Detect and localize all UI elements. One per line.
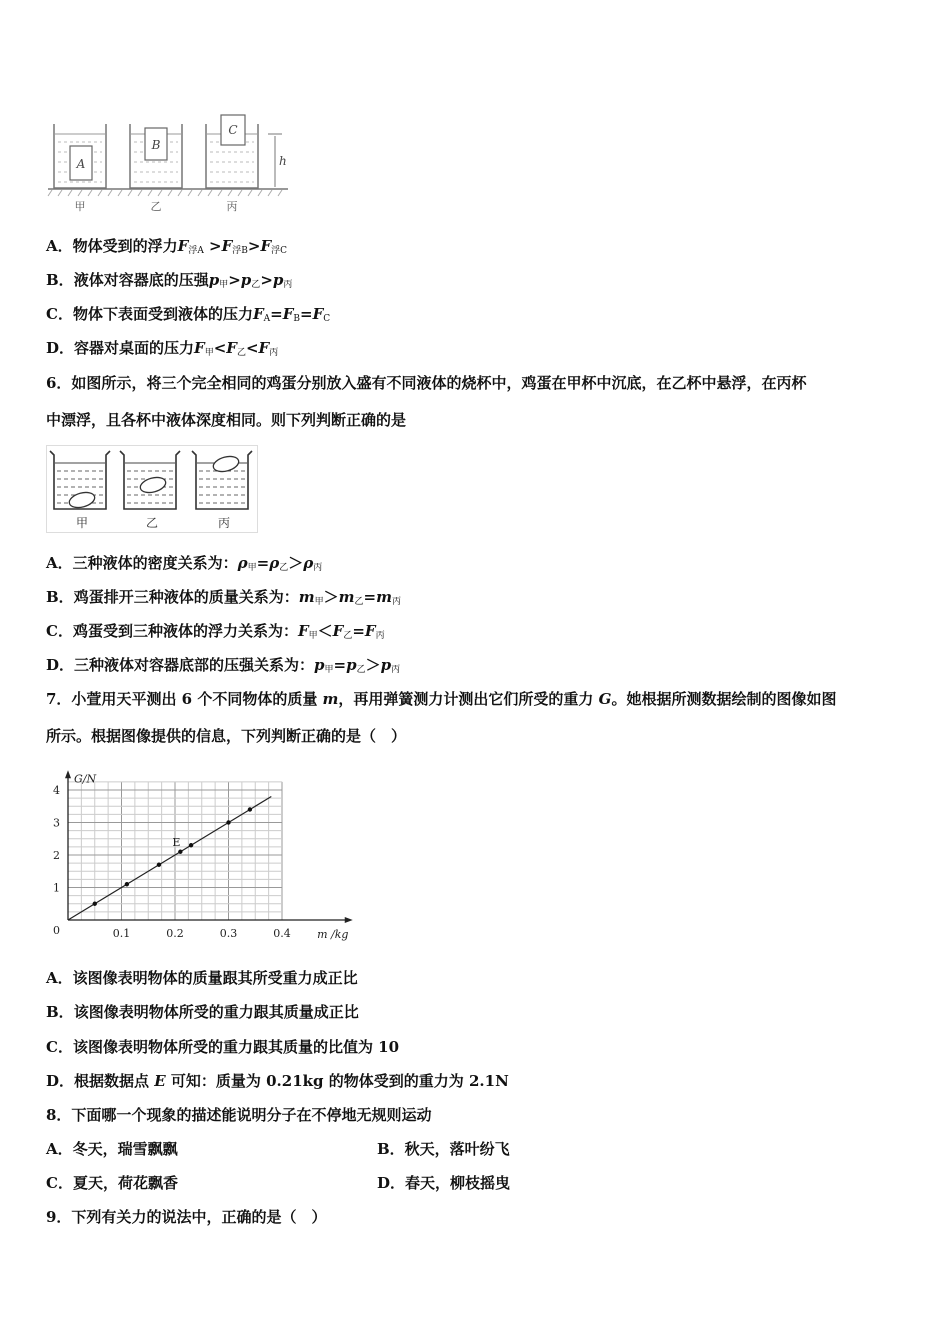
- q7-option-a: A．该图像表明物体的质量跟其所受重力成正比: [46, 969, 358, 987]
- caption-bing: 丙: [226, 200, 238, 213]
- origin-label: 0: [53, 924, 60, 937]
- data-point: [248, 807, 252, 811]
- q6-stem-line2: 中漂浮，且各杯中液体深度相同。则下列判断正确的是: [46, 411, 407, 429]
- y-tick-label: 2: [53, 849, 60, 862]
- x-axis-label: m /kg: [317, 928, 349, 941]
- data-point: [189, 843, 193, 847]
- x-axis-arrow: [345, 917, 353, 923]
- q6-option-d: D．三种液体对容器底部的压强关系为：$p_甲=p_乙>p_丙$: [46, 656, 401, 675]
- q7-stem-line1: 7．小萱用天平测出 6 个不同物体的质量 m，再用弹簧测力计测出它们所受的重力 G。她根据所测数据绘制的图像如图: [46, 690, 837, 708]
- q6-caption-bing: 丙: [217, 516, 231, 530]
- x-tick-label: 0.4: [273, 927, 291, 940]
- q6-caption-yi: 乙: [145, 516, 159, 530]
- q6-option-b: B．鸡蛋排开三种液体的质量关系为：$m_甲>m_乙=m_丙$: [46, 588, 401, 607]
- q5-option-c: C．物体下表面受到液体的压力$F_A=F_B=F_C$: [46, 305, 331, 324]
- q7-option-c: C．该图像表明物体所受的重力跟其质量的比值为 10: [46, 1038, 400, 1056]
- y-tick-label: 3: [53, 816, 60, 830]
- caption-yi: 乙: [150, 200, 162, 213]
- q6-figure: [46, 445, 258, 533]
- q5-option-a: A．物体受到的浮力$F_{浮A} >F_{浮B}>F_{浮C}$: [46, 237, 288, 256]
- q6-stem-line1: 6．如图所示，将三个完全相同的鸡蛋分别放入盛有不同液体的烧杯中，鸡蛋在甲杯中沉底，在乙杯中悬浮，在丙杯: [46, 374, 807, 392]
- depth-marker: [268, 134, 287, 187]
- q7-option-d: D．根据数据点 E 可知：质量为 0.21kg 的物体受到的重力为 2.1N: [46, 1072, 509, 1090]
- y-tick-label: 4: [53, 784, 60, 797]
- q6-caption-jia: 甲: [75, 516, 89, 530]
- x-tick-label: 0.2: [166, 927, 184, 940]
- data-point: [125, 882, 129, 886]
- q6-option-c: C．鸡蛋受到三种液体的浮力关系为：$F_甲<F_乙=F_丙$: [46, 622, 385, 641]
- q6-option-a: A．三种液体的密度关系为：$\rho_甲=\rho_乙>\rho_丙$: [46, 554, 323, 573]
- q8-option-c: C．夏天，荷花飘香: [46, 1174, 178, 1192]
- q9-stem: 9．下列有关力的说法中，正确的是（ ）: [46, 1208, 327, 1226]
- q5-figure: [46, 110, 296, 215]
- y-axis-arrow: [65, 770, 71, 778]
- annotation-e-label: E: [172, 835, 181, 849]
- y-axis-label: G/N: [74, 772, 97, 786]
- x-tick-label: 0.3: [219, 927, 238, 940]
- beaker-yi: [130, 124, 182, 188]
- beaker-jia: [54, 124, 106, 188]
- depth-label: h: [279, 154, 287, 168]
- q8-stem: 8．下面哪一个现象的描述能说明分子在不停地无规则运动: [46, 1106, 432, 1124]
- fit-line: [68, 797, 271, 921]
- q8-option-d: D．春天，柳枝摇曳: [377, 1174, 511, 1192]
- q7-option-b: B．该图像表明物体所受的重力跟其质量成正比: [46, 1003, 359, 1021]
- data-point: [93, 902, 97, 906]
- caption-jia: 甲: [74, 200, 86, 213]
- y-tick-label: 1: [53, 881, 60, 895]
- box-c-label: C: [228, 123, 238, 137]
- data-point: [157, 863, 161, 867]
- q7-chart: [46, 768, 366, 948]
- data-point: [226, 820, 230, 824]
- box-b-label: B: [151, 138, 161, 152]
- q8-option-a: A．冬天，瑞雪飘飘: [46, 1140, 178, 1158]
- q7-stem-line2: 所示。根据图像提供的信息，下列判断正确的是（ ）: [46, 727, 407, 745]
- q8-option-b: B．秋天，落叶纷飞: [377, 1140, 510, 1158]
- x-tick-label: 0.1: [112, 927, 131, 940]
- q5-option-b: B．液体对容器底的压强$p_甲>p_乙>p_丙$: [46, 271, 293, 290]
- q5-option-d: D．容器对桌面的压力$F_甲<F_乙<F_丙$: [46, 339, 279, 358]
- data-point-e: [178, 850, 182, 854]
- box-a-label: A: [76, 157, 86, 171]
